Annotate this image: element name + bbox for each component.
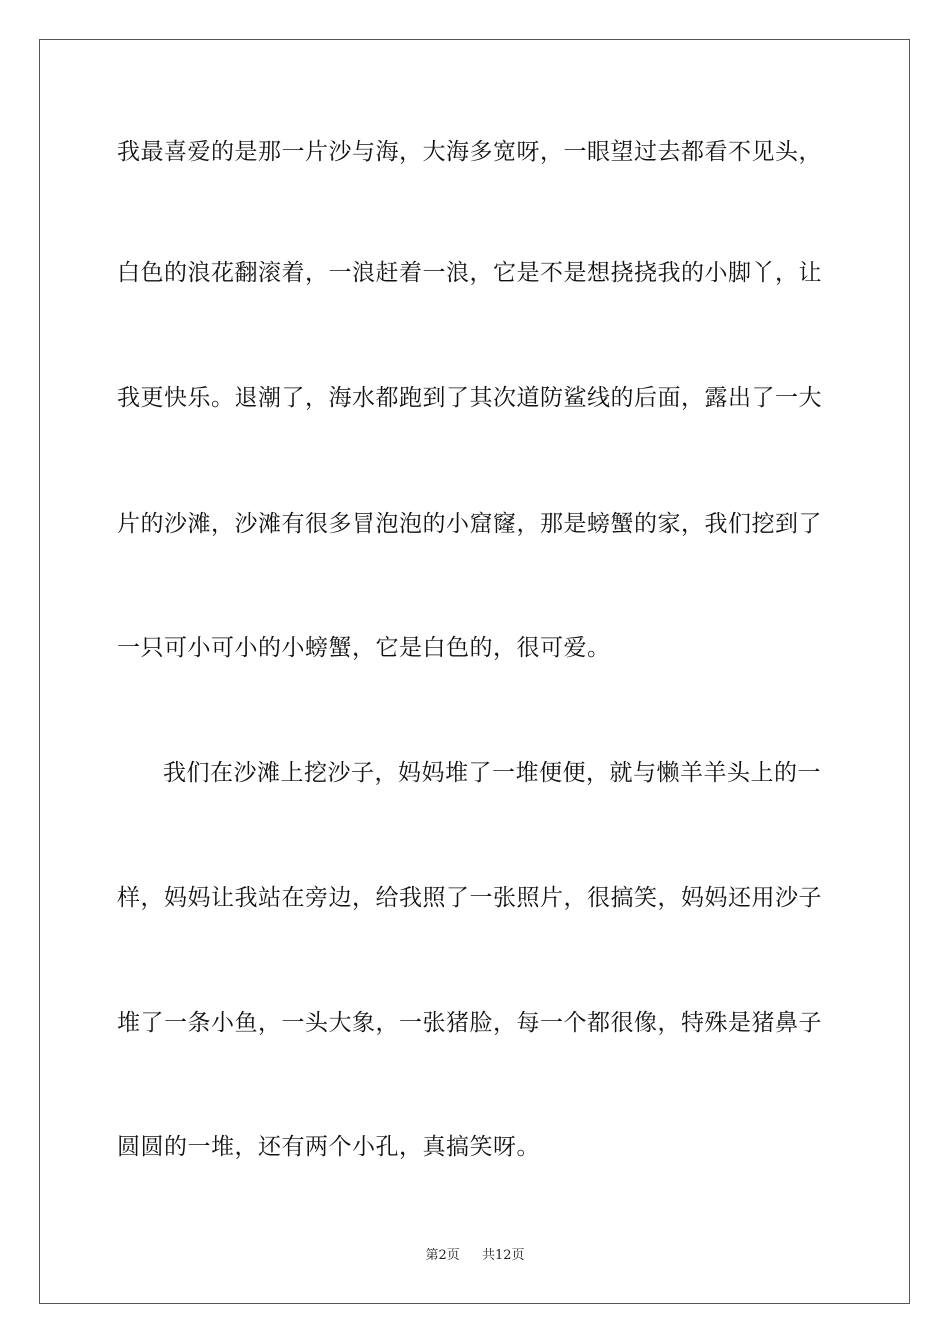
page-total: 共12页 (482, 1248, 525, 1263)
page-footer (0, 1247, 950, 1265)
text-line: 圆圆的一堆，还有两个小孔，真搞笑呀。 (117, 1134, 540, 1160)
text-line: 白色的浪花翻滚着，一浪赶着一浪，它是不是想挠挠我的小脚丫，让 (117, 260, 822, 286)
text-line: 堆了一条小鱼，一头大象，一张猪脸，每一个都很像，特殊是猪鼻子 (117, 1010, 822, 1036)
page-border (39, 39, 910, 1304)
text-line: 我最喜爱的是那一片沙与海，大海多宽呀，一眼望过去都看不见头， (117, 139, 822, 165)
text-line: 一只可小可小的小螃蟹，它是白色的，很可爱。 (117, 635, 611, 661)
page-number: 第2页 (425, 1248, 460, 1263)
text-line: 我们在沙滩上挖沙子，妈妈堆了一堆便便，就与懒羊羊头上的一 (163, 760, 821, 786)
text-line: 片的沙滩，沙滩有很多冒泡泡的小窟窿，那是螃蟹的家，我们挖到了 (117, 511, 822, 537)
text-line: 样，妈妈让我站在旁边，给我照了一张照片，很搞笑，妈妈还用沙子 (117, 885, 822, 911)
text-line: 我更快乐。退潮了，海水都跑到了其次道防鲨线的后面，露出了一大 (117, 385, 822, 411)
